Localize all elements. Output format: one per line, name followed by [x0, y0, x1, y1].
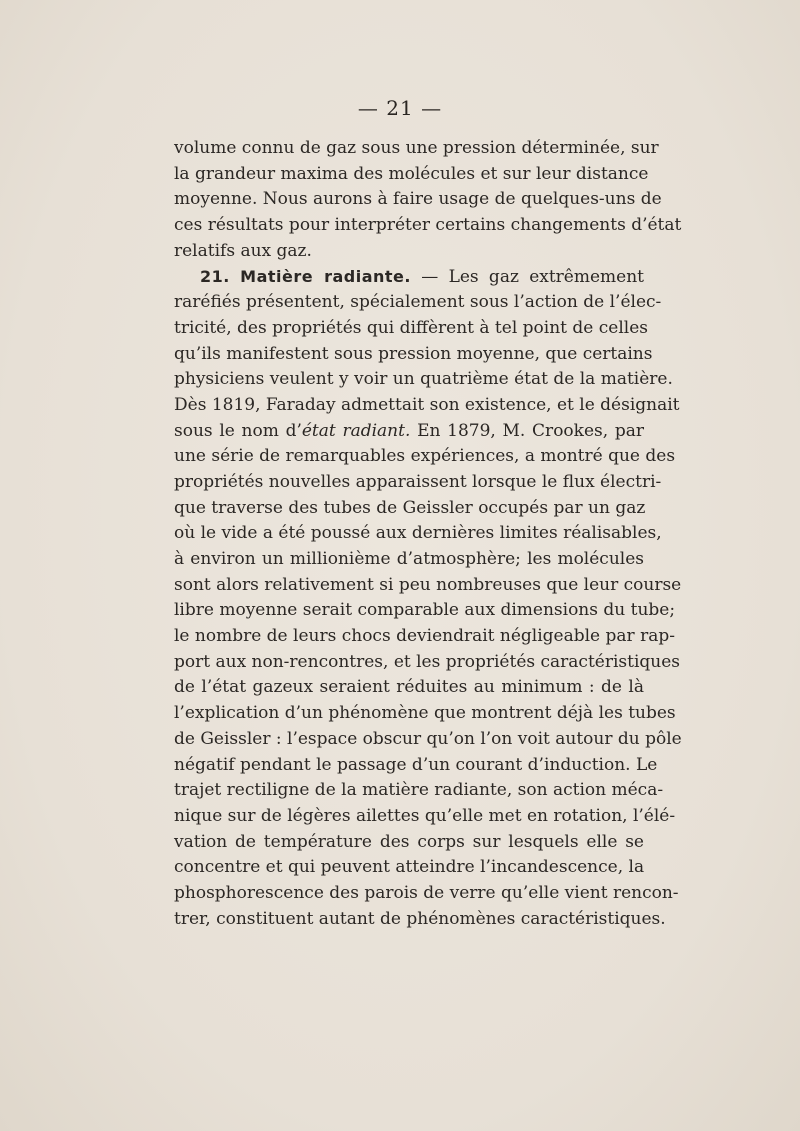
text-line: moyenne. Nous aurons à faire usage de quelques-uns de: [174, 189, 662, 210]
text-line: de l’état gazeux seraient réduites au minimum : de là: [174, 677, 644, 698]
text-line: ces résultats pour interpréter certains changements d’état: [174, 215, 682, 236]
text-fragment: En 1879, M. Crookes, par: [410, 420, 645, 441]
text-line: où le vide a été poussé aux dernières limites réalisables,: [174, 523, 662, 544]
text-line: physiciens veulent y voir un quatrième état de la matière.: [174, 369, 673, 390]
section-heading-line: [174, 264, 644, 290]
text-fragment: sous le nom d’: [174, 420, 302, 441]
text-line: libre moyenne serait comparable aux dimensions du tube;: [174, 600, 676, 621]
text-line: Dès 1819, Faraday admettait son existence, et le désignait: [174, 394, 680, 415]
text-line: le nombre de leurs chocs deviendrait négligeable par rap-: [174, 626, 675, 647]
page-number: — 21 —: [357, 96, 443, 120]
text-line: l’explication d’un phénomène que montrent déjà les tubes: [174, 703, 676, 724]
italic-term: état radiant.: [301, 420, 411, 441]
section-heading-rest: — Les gaz extrêmement: [410, 267, 645, 288]
section-number: 21.: [200, 267, 230, 287]
text-line: trer, constituent autant de phénomènes caractéristiques.: [174, 908, 666, 929]
text-line: relatifs aux gaz.: [174, 240, 312, 261]
text-line: sont alors relativement si peu nombreuses que leur course: [174, 574, 682, 595]
text-line: nique sur de légères ailettes qu’elle met en rotation, l’élé-: [174, 805, 676, 826]
text-line: trajet rectiligne de la matière radiante, son action méca-: [174, 780, 664, 801]
body-text: [174, 136, 682, 932]
text-line: raréfiés présentent, spécialement sous l’action de l’élec-: [174, 292, 662, 313]
text-line: phosphorescence des parois de verre qu’elle vient rencon-: [174, 882, 679, 903]
text-line: tricité, des propriétés qui diffèrent à tel point de celles: [174, 317, 648, 338]
text-line: que traverse des tubes de Geissler occupés par un gaz: [174, 497, 646, 518]
text-line: volume connu de gaz sous une pression déterminée, sur: [174, 138, 659, 158]
text-line: qu’ils manifestent sous pression moyenne, que certains: [174, 343, 653, 364]
text-line: négatif pendant le passage d’un courant d’induction. Le: [174, 754, 658, 775]
text-line: propriétés nouvelles apparaissent lorsque le flux électri-: [174, 471, 662, 492]
text-line: vation de température des corps sur lesquels elle se: [174, 831, 644, 852]
text-line: une série de remarquables expériences, a montré que des: [174, 446, 676, 467]
text-line: de Geissler : l’espace obscur qu’on l’on voit autour du pôle: [174, 728, 682, 749]
text-line: [174, 419, 644, 445]
text-line: concentre et qui peuvent atteindre l’incandescence, la: [174, 857, 645, 878]
section-title: Matière radiante.: [240, 267, 411, 287]
text-line: port aux non-rencontres, et les propriétés caractéristiques: [174, 651, 681, 672]
text-line: à environ un millionième d’atmosphère; les molécules: [174, 549, 644, 569]
text-line: la grandeur maxima des molécules et sur leur distance: [174, 163, 649, 184]
